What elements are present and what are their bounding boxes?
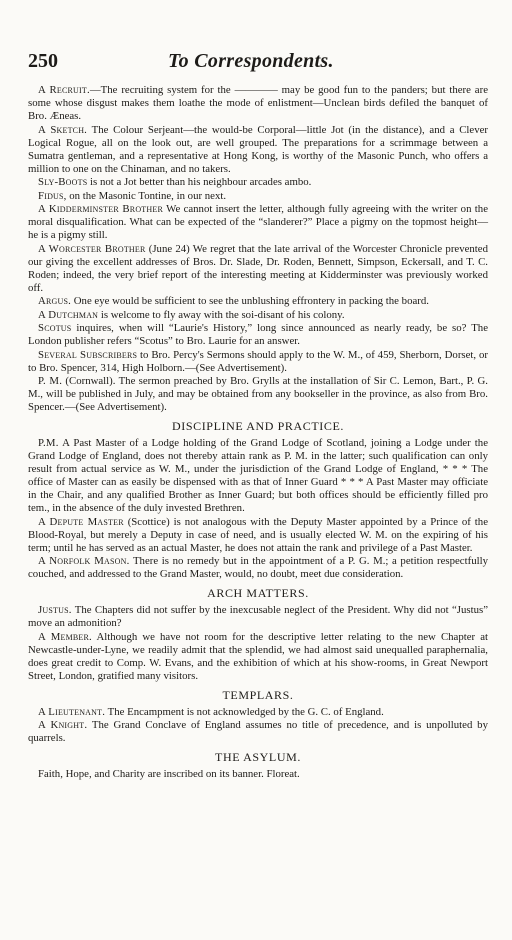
section-discipline-and-practice	[28, 420, 488, 581]
section-the-asylum	[28, 751, 488, 781]
entry	[28, 555, 488, 581]
entry-body: Although we have not room for the descriptive letter relating to the new Chapter at Newcastle-under-Lyne, we readily admit that the splendid, we had almost said unequalled paraphernalia, does great credit to Comp. W. Evans, and the exhibition of which at his show-rooms, in Great Newport Street, London, gratified many visitors.	[28, 630, 489, 682]
entry-lead: Fidus,	[38, 189, 67, 202]
entry	[28, 719, 488, 745]
entry-body: to Bro. Percy's Sermons should apply to the W. M., of 459, Sherborn, Dorset, or to Bro. Spencer, 314, High Holborn.—(See Advertisement).	[28, 348, 488, 374]
entry	[28, 604, 488, 630]
section-arch-matters	[28, 587, 488, 683]
entry-lead: Several Subscribers	[38, 348, 138, 361]
entry-body: A Past Master of a Lodge holding of the Grand Lodge of Scotland, joining a Lodge under the Grand Lodge of England, does not thereby attain rank as P. M. in the latter; such qualification can only result from actual service as W. M., under the jurisdiction of the Grand Lodge of England, * * * The office of Master can as easily be dispensed with as that of Inner Guard * * * A Past Master may officiate in the Chair, and any qualified Brother as Inner Guard; but both offices should be efficiently filled pro tem., in the absence of the duly invested Brethren.	[28, 437, 488, 514]
entry-lead: Sly-Boots	[38, 176, 88, 188]
entry-body: The Colour Serjeant—the would-be Corporal—little Jot (in the distance), and a Clever Logical Rogue, all on the look out, are well grouped. The preparations for a scrimmage between a Sumatra gentleman, and a representative at Hong Kong, is worthy of the Masonic Punch, who offers a million to one on the Chinaman, and no takers.	[28, 123, 488, 175]
entry-lead: A Norfolk Mason.	[38, 555, 130, 567]
entry	[28, 176, 488, 189]
running-title: To Correspondents.	[168, 50, 334, 72]
entry-body: (June 24) We regret that the late arrival of the Worcester Chronicle prevented our giving the excellent addresses of Bros. Dr. Slade, Dr. Roden, Bennett, Simpson, Eckersall, and T. C. Roden; indeed, the very brief report of the interesting meeting at Kidderminster was previously worked off.	[28, 242, 488, 294]
page-header	[28, 0, 488, 84]
entry-body: (Scottice) is not analogous with the Deputy Master appointed by a Prince of the Blood-Royal, but merely a Deputy in case of need, and is usually elected W. M. on the expiring of his term; until he has served as an actual Master, he does not attain the rank and privilege of a Past Master.	[28, 515, 488, 554]
entry-lead: A Worcester Brother	[38, 242, 146, 255]
section-correspondents	[28, 84, 488, 414]
entry	[28, 243, 488, 295]
entry	[28, 349, 488, 375]
page-body	[28, 84, 488, 781]
entry-body: Faith, Hope, and Charity are inscribed on its banner. Floreat.	[38, 768, 300, 780]
section-heading: ARCH MATTERS.	[207, 586, 309, 600]
entry-body: The Grand Conclave of England assumes no title of precedence, and is unpolluted by quarrels.	[28, 719, 488, 744]
entry	[28, 706, 488, 719]
entry-lead: P. M.	[38, 375, 63, 387]
entry	[28, 203, 488, 242]
section-heading: TEMPLARS.	[222, 687, 294, 702]
entry	[28, 375, 488, 414]
entry-lead: Argus.	[38, 295, 72, 307]
entry-lead: Scotus	[38, 322, 72, 334]
entry-lead: A Kidderminster Brother	[38, 203, 163, 215]
entry-body: The Chapters did not suffer by the inexcusable neglect of the President. Why did not “Justus” move an admonition?	[28, 604, 488, 629]
entry-lead: Justus.	[38, 604, 72, 616]
entry	[28, 516, 488, 555]
entry	[28, 124, 488, 176]
entry-body: is welcome to fly away with the soi-disant of his colony.	[98, 308, 345, 321]
section-templars	[28, 689, 488, 746]
entry-lead: A Member.	[38, 630, 92, 643]
entry-lead: A Lieutenant.	[38, 705, 106, 718]
entry	[28, 631, 488, 683]
entry-body: on the Masonic Tontine, in our next.	[66, 189, 227, 202]
section-heading: DISCIPLINE AND PRACTICE.	[171, 419, 345, 433]
entry-lead: P.M.	[38, 437, 59, 449]
page-number: 250	[28, 50, 58, 72]
entry	[28, 309, 488, 322]
entry-lead: A Depute Master	[38, 515, 124, 528]
entry-body: inquires, when will “Laurie's History,” long since announced as nearly ready, be so? The London publisher refers “Scotus” to Bro. Laurie for an answer.	[28, 322, 488, 347]
entry-body: The Encampment is not acknowledged by the G. C. of England.	[105, 705, 384, 718]
entry	[28, 84, 488, 123]
entry-body: One eye would be sufficient to see the unblushing effrontery in packing the board.	[71, 295, 429, 307]
entry-body: There is no remedy but in the appointment of a P. G. M.; a petition respectfully couched, and addressed to the Grand Master, would, no doubt, meet due consideration.	[28, 555, 488, 580]
entry-body: is not a Jot better than his neighbour arcades ambo.	[87, 176, 312, 188]
entry-lead: A Recruit.	[38, 84, 90, 96]
entry-body: (Cornwall). The sermon preached by Bro. Grylls at the installation of Sir C. Lemon, Bart., P. G. M., will be published in July, and may be obtained from any bookseller in the province, as also from Bro. Spencer.—(See Advertisement).	[28, 375, 488, 413]
entry	[28, 768, 488, 781]
entry	[28, 322, 488, 348]
entry-lead: A Sketch.	[38, 123, 88, 136]
entry-body: —The recruiting system for the ———— may be good fun to the panders; but there are some whose disgust makes them loathe the mode of enlistment—Unclean birds defiled the banquet of Bro. Æneas.	[28, 84, 488, 122]
entry-lead: A Knight.	[38, 719, 88, 731]
entry	[28, 295, 488, 308]
entry	[28, 190, 488, 203]
entry-lead: A Dutchman	[38, 308, 99, 321]
entry	[28, 437, 488, 515]
section-heading: THE ASYLUM.	[215, 750, 301, 764]
entry-body: We cannot insert the letter, although fully agreeing with the writer on the moral disqualification. What can be expected of the “slanderer?” Place a pigmy on the topmost height—he is a pigmy still.	[28, 203, 488, 241]
